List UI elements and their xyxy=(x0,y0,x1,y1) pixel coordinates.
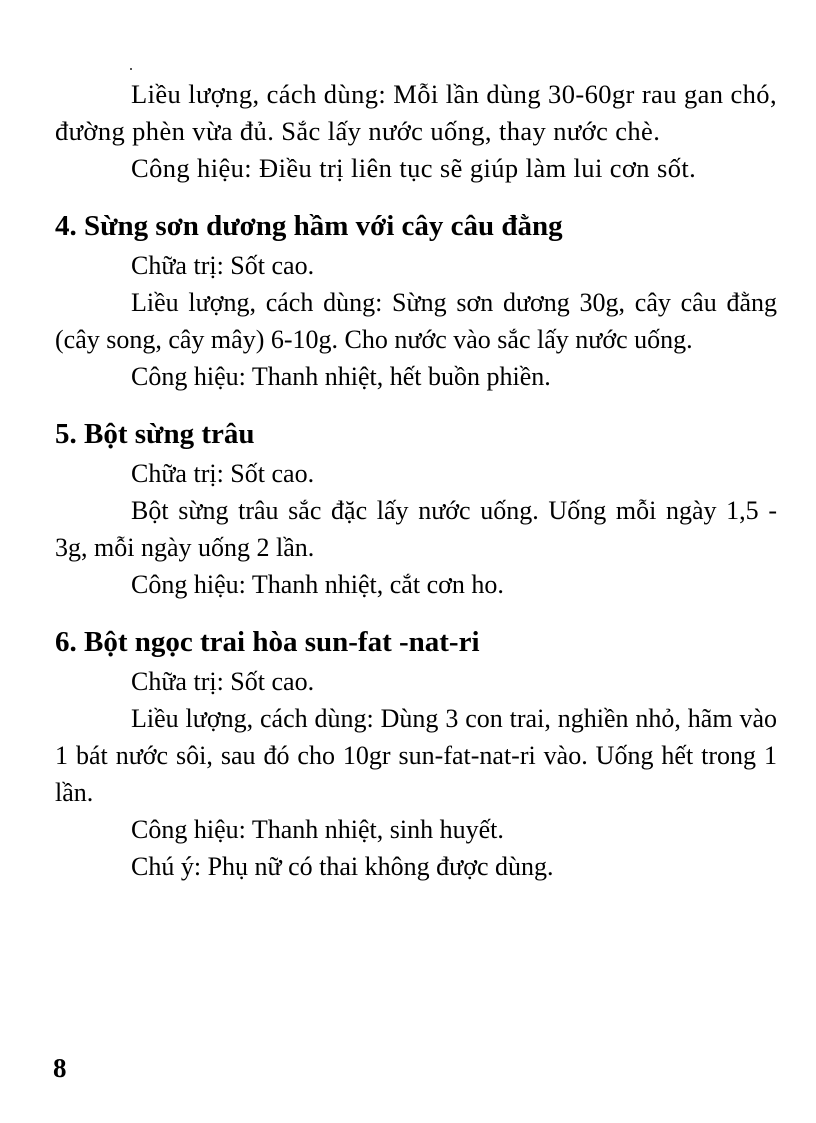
section-4-effect: Công hiệu: Thanh nhiệt, hết buồn phiền. xyxy=(131,362,551,391)
section-6-treats: Chữa trị: Sốt cao. xyxy=(131,667,315,696)
section-5-effect: Công hiệu: Thanh nhiệt, cắt cơn ho. xyxy=(131,570,504,599)
section-5 xyxy=(55,416,777,603)
intro-block xyxy=(55,76,777,187)
section-4-heading: 4. Sừng sơn dương hầm với cây câu đằng xyxy=(55,210,563,242)
section-6-effect: Công hiệu: Thanh nhiệt, sinh huyết. xyxy=(131,815,504,844)
section-6 xyxy=(55,624,777,885)
section-6-heading: 6. Bột ngọc trai hòa sun-fat -nat-ri xyxy=(55,626,480,658)
section-5-treats: Chữa trị: Sốt cao. xyxy=(131,459,315,488)
section-6-dosage: Liều lượng, cách dùng: Dùng 3 con trai, nghiền nhỏ, hãm vào 1 bát nước sôi, sau đó cho 10gr sun-fat-nat-ri vào. Uống hết trong 1 lần. xyxy=(55,704,777,807)
intro-dosage-paragraph: Liều lượng, cách dùng: Mỗi lần dùng 30-60gr rau gan chó, đường phèn vừa đủ. Sắc lấy nước uống, thay nước chè. xyxy=(55,79,777,146)
scan-speck xyxy=(130,68,132,70)
section-6-note: Chú ý: Phụ nữ có thai không được dùng. xyxy=(131,852,554,881)
section-5-dosage: Bột sừng trâu sắc đặc lấy nước uống. Uống mỗi ngày 1,5 - 3g, mỗi ngày uống 2 lần. xyxy=(55,496,777,562)
intro-effect-paragraph: Công hiệu: Điều trị liên tục sẽ giúp làm lui cơn sốt. xyxy=(131,153,697,183)
page-number: 8 xyxy=(53,1053,67,1083)
section-5-heading: 5. Bột sừng trâu xyxy=(55,418,255,450)
section-4 xyxy=(55,208,777,395)
page-content xyxy=(55,76,777,885)
section-4-treats: Chữa trị: Sốt cao. xyxy=(131,251,315,280)
section-4-dosage: Liều lượng, cách dùng: Sừng sơn dương 30g, cây câu đằng (cây song, cây mây) 6-10g. Cho nước vào sắc lấy nước uống. xyxy=(55,288,777,354)
